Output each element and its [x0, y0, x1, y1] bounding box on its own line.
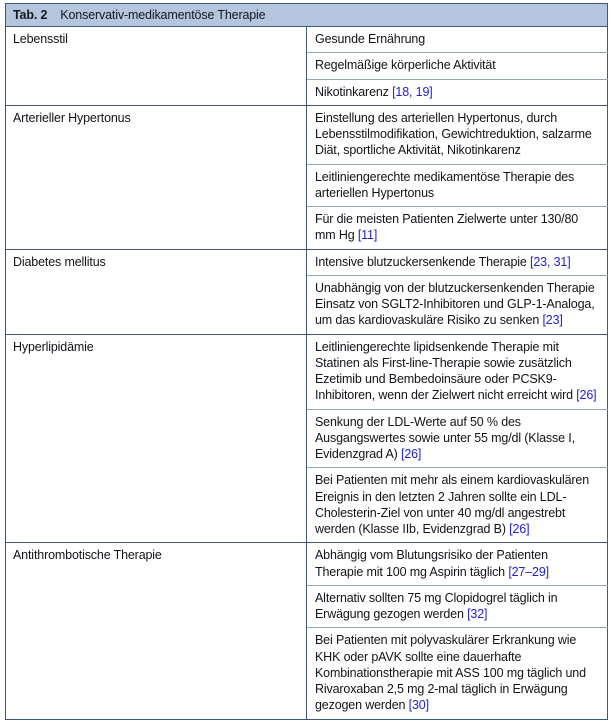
- conservative-therapy-table: [5, 3, 608, 720]
- recommendation-text: Nikotinkarenz: [315, 84, 393, 99]
- reference-citation[interactable]: [26]: [509, 522, 530, 536]
- recommendation-text: Gesunde Ernährung: [315, 32, 426, 46]
- caption-inner: [13, 8, 600, 22]
- reference-citation[interactable]: [30]: [408, 698, 429, 713]
- table-row: [6, 249, 608, 275]
- recommendation-text: Bei Patienten mit mehr als einem kardiovaskulären Ereignis in den letzten 2 Jahren sollte ein LDL-Cholesterin-Ziel von unter 40 mg/dl angestrebt werden (Klasse IIb, Evidenzgrad B): [315, 473, 590, 536]
- recommendation-text: Für die meisten Patienten Zielwerte unter 130/80 mm Hg: [315, 212, 579, 243]
- group-label-cell: Diabetes mellitus: [6, 249, 307, 334]
- reference-citation[interactable]: [23, 31]: [530, 254, 571, 269]
- table-container: [5, 3, 608, 720]
- recommendation-cell: [307, 207, 608, 250]
- table-number-label: Tab. 2: [13, 7, 48, 22]
- recommendation-text: Regelmäßige körperliche Aktivität: [315, 58, 496, 73]
- table-caption-cell: [6, 4, 608, 27]
- recommendation-cell: [307, 105, 608, 164]
- recommendation-cell: [307, 409, 608, 468]
- reference-citation[interactable]: [26]: [576, 388, 597, 403]
- recommendation-cell: [307, 275, 608, 334]
- recommendation-cell: [307, 27, 608, 53]
- recommendation-cell: [307, 249, 608, 275]
- recommendation-text: Leitliniengerechte lipidsenkende Therapie mit Statinen als First-line-Therapie sowie zusätzlich Ezetimib und Bembedoinsäure oder PCSK9-Inhibitoren, wenn der Zielwert nicht erreicht wird: [315, 339, 577, 403]
- group-label-cell: Arterieller Hypertonus: [6, 105, 307, 249]
- recommendation-cell: [307, 585, 608, 628]
- reference-citation[interactable]: [18, 19]: [392, 84, 433, 99]
- reference-citation[interactable]: [27–29]: [508, 564, 549, 579]
- table-caption-row: [6, 4, 608, 27]
- recommendation-text: Alternativ sollten 75 mg Clopidogrel täglich in Erwägung gezogen werden: [315, 590, 558, 621]
- recommendation-cell: [307, 53, 608, 79]
- recommendation-cell: [307, 543, 608, 586]
- recommendation-text: Unabhängig von der blutzuckersenkenden Therapie Einsatz von SGLT2-Inhibitoren und GLP-1-Analoga, um das kardiovaskuläre Risiko zu senken: [315, 280, 595, 328]
- table-row: [6, 105, 608, 164]
- recommendation-text: Einstellung des arteriellen Hypertonus, durch Lebensstilmodifikation, Gewichtreduktion, salzarme Diät, sportliche Aktivität, Nikotinkarenz: [315, 110, 592, 158]
- table-title: Konservativ-medikamentöse Therapie: [60, 7, 266, 22]
- recommendation-text: Intensive blutzuckersenkende Therapie: [315, 254, 531, 269]
- group-label-cell: Hyperlipidämie: [6, 334, 307, 543]
- table-row: [6, 334, 608, 409]
- reference-citation[interactable]: [23]: [542, 313, 563, 328]
- recommendation-cell: [307, 628, 608, 719]
- recommendation-cell: [307, 468, 608, 543]
- reference-citation[interactable]: [32]: [467, 607, 488, 621]
- table-body: [6, 4, 608, 720]
- recommendation-text: Abhängig vom Blutungsrisiko der Patienten Therapie mit 100 mg Aspirin täglich: [315, 548, 548, 579]
- reference-citation[interactable]: [26]: [401, 447, 422, 461]
- recommendation-text: Bei Patienten mit polyvaskulärer Erkrankung wie KHK oder pAVK sollte eine dauerhafte Kombinationstherapie mit ASS 100 mg täglich und Rivaroxaban 2,5 mg 2-mal täglich in Erwägung gezogen werden: [315, 633, 586, 713]
- recommendation-text: Leitliniengerechte medikamentöse Therapie des arteriellen Hypertonus: [315, 169, 575, 200]
- recommendation-cell: [307, 79, 608, 105]
- table-row: [6, 543, 608, 586]
- reference-citation[interactable]: [11]: [357, 228, 378, 243]
- group-label-cell: Lebensstil: [6, 27, 307, 106]
- recommendation-cell: [307, 334, 608, 409]
- recommendation-cell: [307, 164, 608, 207]
- recommendation-text: Senkung der LDL-Werte auf 50 % des Ausgangswertes sowie unter 55 mg/dl (Klasse I, Evidenzgrad A): [315, 414, 575, 461]
- table-row: [6, 27, 608, 53]
- group-label-cell: Antithrombotische Therapie: [6, 543, 307, 719]
